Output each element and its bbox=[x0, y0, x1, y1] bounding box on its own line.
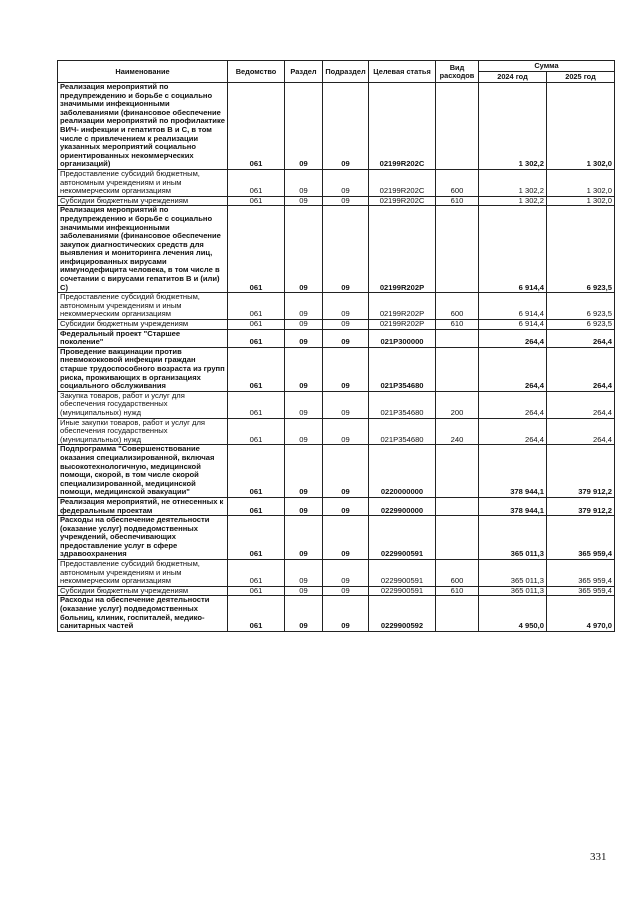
cell-subsection: 09 bbox=[323, 586, 369, 596]
cell-subsection: 09 bbox=[323, 320, 369, 330]
cell-article: 0220000000 bbox=[369, 445, 436, 498]
cell-section: 09 bbox=[285, 83, 323, 170]
table-row bbox=[58, 196, 615, 206]
cell-article: 0229900591 bbox=[369, 586, 436, 596]
cell-dept: 061 bbox=[228, 445, 285, 498]
cell-subsection: 09 bbox=[323, 391, 369, 418]
cell-dept: 061 bbox=[228, 516, 285, 560]
cell-2025: 6 923,5 bbox=[547, 206, 615, 293]
cell-subsection: 09 bbox=[323, 516, 369, 560]
cell-2025: 365 959,4 bbox=[547, 560, 615, 587]
cell-name: Иные закупки товаров, работ и услуг для обеспечения государственных (муниципальных) нужд bbox=[58, 418, 228, 445]
table-row bbox=[58, 497, 615, 515]
cell-2025: 264,4 bbox=[547, 329, 615, 347]
cell-2024: 264,4 bbox=[479, 418, 547, 445]
cell-dept: 061 bbox=[228, 83, 285, 170]
cell-article: 0229900591 bbox=[369, 560, 436, 587]
header-subsection: Подраздел bbox=[323, 61, 369, 83]
table-row bbox=[58, 418, 615, 445]
header-2025: 2025 год bbox=[547, 72, 615, 83]
cell-kind: 200 bbox=[436, 391, 479, 418]
table-row bbox=[58, 320, 615, 330]
cell-section: 09 bbox=[285, 418, 323, 445]
cell-article: 021P300000 bbox=[369, 329, 436, 347]
table-row bbox=[58, 329, 615, 347]
cell-2024: 365 011,3 bbox=[479, 516, 547, 560]
cell-article: 0229900592 bbox=[369, 596, 436, 631]
cell-dept: 061 bbox=[228, 347, 285, 391]
cell-section: 09 bbox=[285, 560, 323, 587]
cell-2024: 6 914,4 bbox=[479, 293, 547, 320]
table-body bbox=[58, 83, 615, 632]
cell-article: 0229900000 bbox=[369, 497, 436, 515]
cell-section: 09 bbox=[285, 196, 323, 206]
cell-dept: 061 bbox=[228, 418, 285, 445]
cell-2024: 365 011,3 bbox=[479, 560, 547, 587]
header-name: Наименование bbox=[58, 61, 228, 83]
cell-dept: 061 bbox=[228, 596, 285, 631]
cell-dept: 061 bbox=[228, 206, 285, 293]
cell-2024: 6 914,4 bbox=[479, 206, 547, 293]
cell-name: Предоставление субсидий бюджетным, автономным учреждениям и иным некоммерческим организациям bbox=[58, 560, 228, 587]
header-2024: 2024 год bbox=[479, 72, 547, 83]
cell-kind bbox=[436, 497, 479, 515]
cell-section: 09 bbox=[285, 596, 323, 631]
cell-2024: 264,4 bbox=[479, 391, 547, 418]
cell-2025: 6 923,5 bbox=[547, 320, 615, 330]
cell-section: 09 bbox=[285, 445, 323, 498]
cell-name: Реализация мероприятий по предупреждению и борьбе с социально значимыми инфекционными заболеваниями (финансовое обеспечение закупок диагностических средств для выявления и мониторинга лечения лиц, инфицированных вирусами иммунодефицита человека, в том числе в сочетании с вирусами гепатитов В и (или) С) bbox=[58, 206, 228, 293]
table-row bbox=[58, 83, 615, 170]
cell-kind bbox=[436, 83, 479, 170]
cell-2025: 365 959,4 bbox=[547, 586, 615, 596]
table-row bbox=[58, 445, 615, 498]
cell-name: Субсидии бюджетным учреждениям bbox=[58, 320, 228, 330]
cell-2025: 365 959,4 bbox=[547, 516, 615, 560]
cell-name: Федеральный проект "Старшее поколение" bbox=[58, 329, 228, 347]
cell-name: Расходы на обеспечение деятельности (оказание услуг) подведомственных больниц, клиник, госпиталей, медико-санитарных частей bbox=[58, 596, 228, 631]
cell-2024: 1 302,2 bbox=[479, 196, 547, 206]
cell-kind: 610 bbox=[436, 196, 479, 206]
cell-subsection: 09 bbox=[323, 560, 369, 587]
cell-subsection: 09 bbox=[323, 83, 369, 170]
cell-section: 09 bbox=[285, 391, 323, 418]
cell-2024: 4 950,0 bbox=[479, 596, 547, 631]
cell-kind: 600 bbox=[436, 560, 479, 587]
cell-kind: 610 bbox=[436, 586, 479, 596]
cell-name: Предоставление субсидий бюджетным, автономным учреждениям и иным некоммерческим организациям bbox=[58, 293, 228, 320]
cell-section: 09 bbox=[285, 329, 323, 347]
cell-2025: 264,4 bbox=[547, 347, 615, 391]
table-row bbox=[58, 560, 615, 587]
cell-dept: 061 bbox=[228, 169, 285, 196]
cell-2025: 1 302,0 bbox=[547, 169, 615, 196]
cell-2024: 1 302,2 bbox=[479, 169, 547, 196]
header-kind: Вид расходов bbox=[436, 61, 479, 83]
cell-subsection: 09 bbox=[323, 418, 369, 445]
cell-2025: 1 302,0 bbox=[547, 83, 615, 170]
table-row bbox=[58, 391, 615, 418]
table-row bbox=[58, 586, 615, 596]
cell-article: 0229900591 bbox=[369, 516, 436, 560]
cell-name: Субсидии бюджетным учреждениям bbox=[58, 586, 228, 596]
cell-subsection: 09 bbox=[323, 206, 369, 293]
cell-section: 09 bbox=[285, 586, 323, 596]
budget-table bbox=[57, 60, 615, 632]
cell-kind: 610 bbox=[436, 320, 479, 330]
cell-subsection: 09 bbox=[323, 196, 369, 206]
cell-kind: 600 bbox=[436, 169, 479, 196]
cell-2024: 264,4 bbox=[479, 329, 547, 347]
cell-2025: 1 302,0 bbox=[547, 196, 615, 206]
cell-dept: 061 bbox=[228, 329, 285, 347]
cell-section: 09 bbox=[285, 516, 323, 560]
table-row bbox=[58, 347, 615, 391]
cell-dept: 061 bbox=[228, 497, 285, 515]
page-number: 331 bbox=[590, 851, 607, 863]
table-row bbox=[58, 516, 615, 560]
cell-2024: 1 302,2 bbox=[479, 83, 547, 170]
cell-section: 09 bbox=[285, 169, 323, 196]
cell-name: Реализация мероприятий по предупреждению и борьбе с социально значимыми инфекционными заболеваниями (финансовое обеспечение реализации мероприятий по профилактике ВИЧ- инфекции и гепатитов В и С, в том числе с привлечением к реализации указанных мероприятий социально ориентированных некоммерческих организаций) bbox=[58, 83, 228, 170]
cell-2025: 379 912,2 bbox=[547, 497, 615, 515]
cell-subsection: 09 bbox=[323, 293, 369, 320]
cell-kind bbox=[436, 445, 479, 498]
cell-subsection: 09 bbox=[323, 596, 369, 631]
cell-kind bbox=[436, 329, 479, 347]
cell-dept: 061 bbox=[228, 391, 285, 418]
cell-article: 021P354680 bbox=[369, 347, 436, 391]
cell-article: 02199R202P bbox=[369, 206, 436, 293]
cell-subsection: 09 bbox=[323, 329, 369, 347]
cell-2025: 264,4 bbox=[547, 418, 615, 445]
table-row bbox=[58, 596, 615, 631]
cell-2024: 264,4 bbox=[479, 347, 547, 391]
cell-kind: 240 bbox=[436, 418, 479, 445]
cell-2025: 6 923,5 bbox=[547, 293, 615, 320]
cell-section: 09 bbox=[285, 320, 323, 330]
cell-name: Реализация мероприятий, не отнесенных к федеральным проектам bbox=[58, 497, 228, 515]
cell-section: 09 bbox=[285, 206, 323, 293]
cell-article: 02199R202C bbox=[369, 196, 436, 206]
cell-dept: 061 bbox=[228, 586, 285, 596]
cell-section: 09 bbox=[285, 347, 323, 391]
cell-2025: 379 912,2 bbox=[547, 445, 615, 498]
cell-article: 02199R202P bbox=[369, 320, 436, 330]
cell-name: Закупка товаров, работ и услуг для обеспечения государственных (муниципальных) нужд bbox=[58, 391, 228, 418]
cell-article: 02199R202C bbox=[369, 169, 436, 196]
cell-subsection: 09 bbox=[323, 445, 369, 498]
cell-2024: 365 011,3 bbox=[479, 586, 547, 596]
cell-name: Предоставление субсидий бюджетным, автономным учреждениям и иным некоммерческим организациям bbox=[58, 169, 228, 196]
cell-kind bbox=[436, 347, 479, 391]
cell-name: Подпрограмма "Совершенствование оказания специализированной, включая высокотехнологичную, медицинской помощи, скорой, в том числе скорой специализированной, медицинской помощи, медицинской эвакуации" bbox=[58, 445, 228, 498]
cell-article: 021P354680 bbox=[369, 391, 436, 418]
cell-2024: 6 914,4 bbox=[479, 320, 547, 330]
cell-subsection: 09 bbox=[323, 347, 369, 391]
cell-article: 02199R202P bbox=[369, 293, 436, 320]
cell-subsection: 09 bbox=[323, 497, 369, 515]
cell-2025: 4 970,0 bbox=[547, 596, 615, 631]
cell-2025: 264,4 bbox=[547, 391, 615, 418]
cell-section: 09 bbox=[285, 293, 323, 320]
header-article: Целевая статья bbox=[369, 61, 436, 83]
cell-article: 021P354680 bbox=[369, 418, 436, 445]
cell-kind bbox=[436, 206, 479, 293]
cell-dept: 061 bbox=[228, 196, 285, 206]
cell-kind bbox=[436, 516, 479, 560]
header-dept: Ведомство bbox=[228, 61, 285, 83]
table-row bbox=[58, 169, 615, 196]
header-sum: Сумма bbox=[479, 61, 615, 72]
cell-2024: 378 944,1 bbox=[479, 497, 547, 515]
cell-name: Проведение вакцинации против пневмококковой инфекции граждан старше трудоспособного возраста из групп риска, проживающих в организациях социального обслуживания bbox=[58, 347, 228, 391]
cell-2024: 378 944,1 bbox=[479, 445, 547, 498]
cell-dept: 061 bbox=[228, 320, 285, 330]
cell-dept: 061 bbox=[228, 560, 285, 587]
table-row bbox=[58, 293, 615, 320]
header-section: Раздел bbox=[285, 61, 323, 83]
cell-kind: 600 bbox=[436, 293, 479, 320]
cell-section: 09 bbox=[285, 497, 323, 515]
cell-article: 02199R202C bbox=[369, 83, 436, 170]
cell-dept: 061 bbox=[228, 293, 285, 320]
cell-name: Расходы на обеспечение деятельности (оказание услуг) подведомственных учреждений, обеспечивающих предоставление услуг в сфере здравоохранения bbox=[58, 516, 228, 560]
cell-subsection: 09 bbox=[323, 169, 369, 196]
table-row bbox=[58, 206, 615, 293]
cell-name: Субсидии бюджетным учреждениям bbox=[58, 196, 228, 206]
cell-kind bbox=[436, 596, 479, 631]
